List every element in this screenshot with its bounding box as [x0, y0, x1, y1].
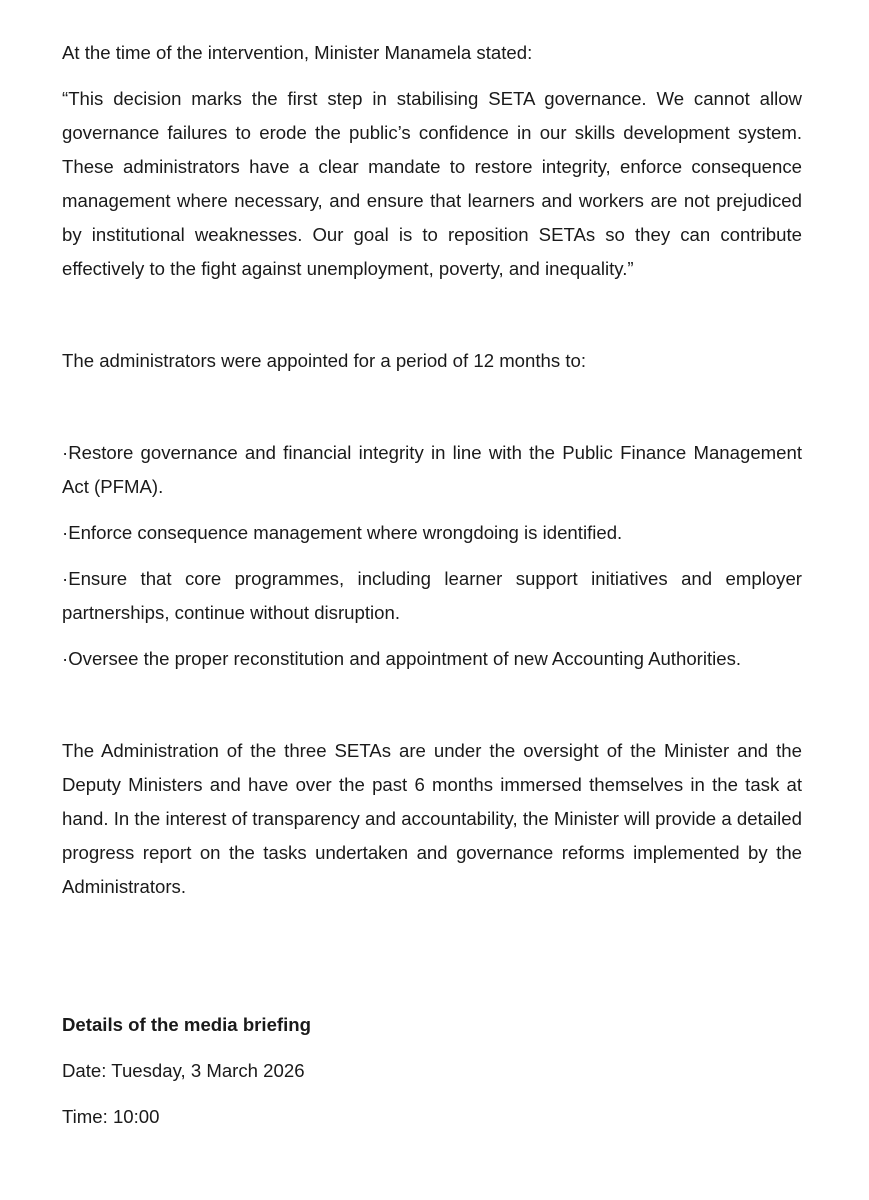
- briefing-date: Date: Tuesday, 3 March 2026: [62, 1060, 305, 1081]
- bullet-item: ·Enforce consequence management where wrongdoing is identified.: [62, 522, 623, 543]
- minister-quote: “This decision marks the first step in stabilising SETA governance. We cannot allow governance failures to erode the public’s confidence in our skills development system. These administrators have a clear mandate to restore integrity, enforce consequence management where necessary, and ensure that learners and workers are not prejudiced by institutional weaknesses. Our goal is to reposition SETAs so they can contribute effectively to the fight against unemployment, poverty, and inequality.”: [62, 88, 802, 279]
- list-intro-paragraph: The administrators were appointed for a period of 12 months to:: [62, 350, 587, 371]
- briefing-heading: Details of the media briefing: [62, 1014, 311, 1035]
- bullet-item: ·Ensure that core programmes, including learner support initiatives and employer partnerships, continue without disruption.: [62, 568, 802, 623]
- bullet-item: ·Restore governance and financial integrity in line with the Public Finance Management Act (PFMA).: [62, 442, 802, 497]
- bullet-item: ·Oversee the proper reconstitution and appointment of new Accounting Authorities.: [62, 648, 742, 669]
- document-page: [62, 36, 802, 1146]
- briefing-time: Time: 10:00: [62, 1106, 160, 1127]
- closing-paragraph: The Administration of the three SETAs are under the oversight of the Minister and the Deputy Ministers and have over the past 6 months immersed themselves in the task at hand. In the interest of transparency and accountability, the Minister will provide a detailed progress report on the tasks undertaken and governance reforms implemented by the Administrators.: [62, 740, 802, 897]
- intro-paragraph: At the time of the intervention, Minister Manamela stated:: [62, 42, 533, 63]
